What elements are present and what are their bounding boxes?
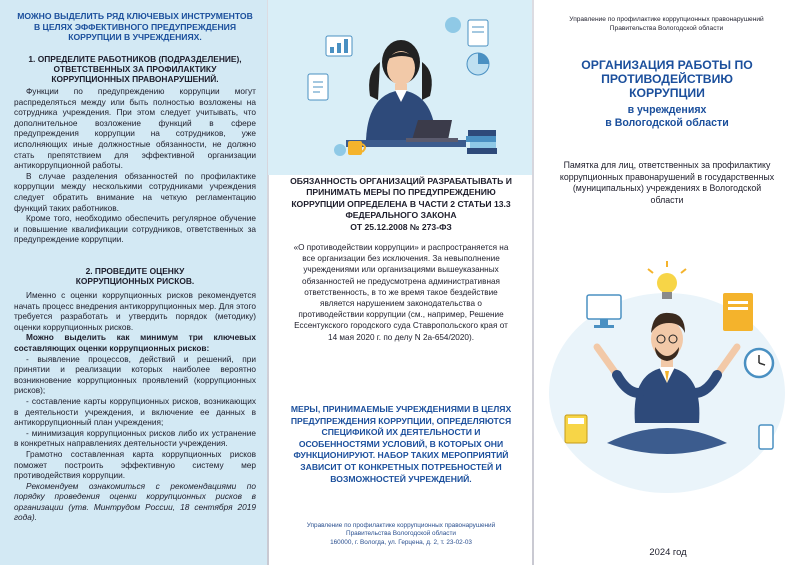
law-text: «О противодействии коррупции» и распространяется на все организации без исключения. За невыполнение учреждениями или организациями вышеуказанных обязанностей не предусмотрена административная ответственность, в то же время такое бездействие является нарушением законодательства о противодействии коррупции (см., например, Решение Ессентукского городского суда Ставропольского края от 14 мая 2020 г. по делу N 2а-654/2020). <box>293 243 509 342</box>
law-reference: ОТ 25.12.2008 № 273-ФЗ <box>350 222 452 232</box>
cover-org-line-2: Правительства Вологодской области <box>609 24 724 32</box>
footer-address: 160000, г. Вологда, ул. Герцена, д. 2, т. 23-02-03 <box>330 538 472 546</box>
s1-paragraph-2: В случае разделения обязанностей по профилактике коррупции между несколькими сотрудниками учреждения следует обратить внимание на четкую регламентацию функций таких работников. <box>14 170 256 213</box>
section1-body <box>14 86 256 245</box>
s2-paragraph-2: Грамотно составленная карта коррупционных рисков поможет построить эффективную систему мер противодействия коррупции. <box>14 448 256 481</box>
left-panel <box>0 0 268 565</box>
obligation-title: ОБЯЗАННОСТЬ ОРГАНИЗАЦИЙ РАЗРАБАТЫВАТЬ И ПРИНИМАТЬ МЕРЫ ПО ПРЕДУПРЕЖДЕНИЮ КОРРУПЦИИ ОПРЕДЕЛЕНА В ЧАСТИ 2 СТАТЬИ 13.3 ФЕДЕРАЛЬНОГО ЗАКОНА <box>290 176 512 220</box>
woman-laptop-illustration <box>268 0 533 175</box>
s1-paragraph-3: Кроме того, необходимо обеспечить регулярное обучение и повышение квалификации сотрудников, ответственных за предупреждение коррупции. <box>14 213 256 245</box>
cover-panel <box>533 0 800 565</box>
cover-subtitle-2: в Вологодской области <box>605 117 729 129</box>
s2-item-1: - выявление процессов, действий и решений, при принятии и реализации которых наиболее вероятно возникновение коррупционных проявлений (коррупционных рисков); <box>14 353 256 396</box>
lightbulb-icon <box>648 261 686 299</box>
cover-title: ОРГАНИЗАЦИЯ РАБОТЫ ПО ПРОТИВОДЕЙСТВИЮ КОРРУПЦИИ <box>581 58 753 101</box>
cover-org-line-1: Управление по профилактике коррупционных правонарушений <box>569 16 764 23</box>
meditating-man-illustration <box>533 255 800 500</box>
footer-org-line-2: Правительства Вологодской области <box>346 530 456 538</box>
section1-title: 1. ОПРЕДЕЛИТЕ РАБОТНИКОВ (ПОДРАЗДЕЛЕНИЕ), ОТВЕТСТВЕННЫХ ЗА ПРОФИЛАКТИКУ КОРРУПЦИОННЫХ ПРАВОНАРУШЕНИЙ. <box>28 54 242 84</box>
left-heading: МОЖНО ВЫДЕЛИТЬ РЯД КЛЮЧЕВЫХ ИНСТРУМЕНТОВ В ЦЕЛЯХ ЭФФЕКТИВНОГО ПРЕДУПРЕЖДЕНИЯ КОРРУПЦИИ В УЧРЕЖДЕНИЯХ. <box>17 11 253 43</box>
s2-recommendation: Рекомендуем ознакомиться с рекомендациями по порядку проведения оценки коррупционных рисков в организации (утв. Минтрудом России, 18 сентября 2019 года). <box>14 480 256 523</box>
s2-bold-intro: Можно выделить как минимум три ключевых составляющих оценки коррупционных рисков: <box>14 332 256 353</box>
s2-item-3: - минимизация коррупционных рисков либо их устранение в конкретных направлениях деятельности учреждения. <box>14 427 256 449</box>
s2-paragraph-1: Именно с оценки коррупционных рисков рекомендуется начать процесс внедрения антикоррупционных мер. Для этого требуется разработать и утвердить порядок (методику) оценки коррупционных рисков. <box>14 290 256 332</box>
section2-body <box>14 290 256 523</box>
measures-text: МЕРЫ, ПРИНИМАЕМЫЕ УЧРЕЖДЕНИЯМИ В ЦЕЛЯХ ПРЕДУПРЕЖДЕНИЯ КОРРУПЦИИ, ОПРЕДЕЛЯЮТСЯ СПЕЦИФИКОЙ ИХ ДЕЯТЕЛЬНОСТИ И ОСОБЕННОСТЯМИ УСЛОВИЙ, В КОТОРЫХ ОНИ ФУНКЦИОНИРУЮТ. НАБОР ТАКИХ МЕРОПРИЯТИЙ ЗАВИСИТ ОТ КОНКРЕТНЫХ ПОТРЕБНОСТЕЙ И ВОЗМОЖНОСТЕЙ УЧРЕЖДЕНИЙ. <box>290 404 512 484</box>
cover-year: 2024 год <box>649 546 687 557</box>
s2-item-2: - составление карты коррупционных рисков, возникающих в деятельности учреждения, и включение ее данных в антикоррупционный план учреждения; <box>14 395 256 428</box>
s1-paragraph-1: Функции по предупреждению коррупции могут распределяться между или быть полностью возложены на сотрудника учреждения. При этом следует учитывать, что дополнительное возложение функций в сфере предупреждения коррупции на сотрудников, уже исполняющих иные должностные обязанности, не должно стать препятствием для эффективной организации антикоррупционной работы. <box>14 86 256 171</box>
middle-panel <box>268 0 533 565</box>
middle-footer <box>278 522 524 547</box>
cover-subtitle-1: в учреждениях <box>627 104 707 116</box>
cover-memo: Памятка для лиц, ответственных за профилактику коррупционных правонарушений в государственных (муниципальных) учреждениях в Вологодской области <box>559 160 775 205</box>
cover-org <box>539 16 794 34</box>
footer-org-line-1: Управление по профилактике коррупционных правонарушений <box>306 522 496 529</box>
section2-title: 2. ПРОВЕДИТЕ ОЦЕНКУ КОРРУПЦИОННЫХ РИСКОВ. <box>75 266 195 286</box>
